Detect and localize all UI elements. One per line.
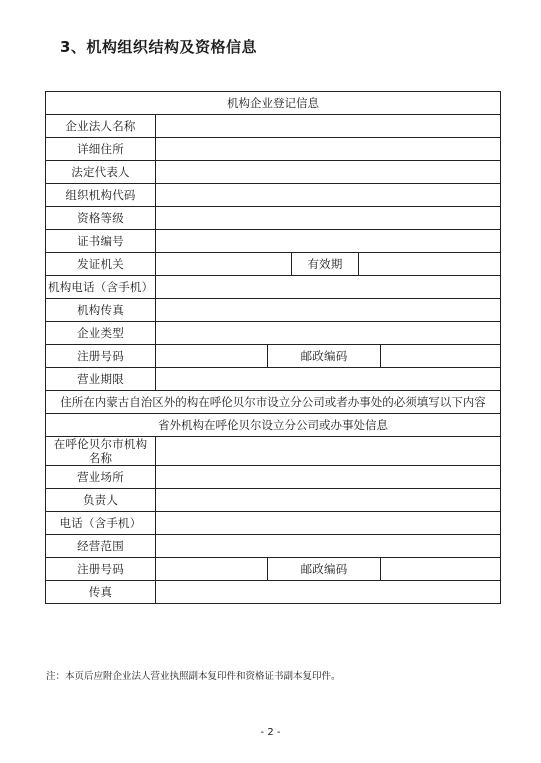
table-row (46, 345, 501, 368)
person-in-charge-label: 负责人 (46, 489, 156, 512)
business-scope-label: 经营范围 (46, 535, 156, 558)
branch-reg-number-field[interactable] (156, 558, 268, 581)
table-row (46, 253, 501, 276)
table-row (46, 414, 501, 437)
branch-postal-code-field[interactable] (381, 558, 501, 581)
qualification-level-field[interactable] (156, 207, 501, 230)
table-row (46, 581, 501, 604)
org-code-label: 组织机构代码 (46, 184, 156, 207)
table-row (46, 466, 501, 489)
branch-fax-label: 传真 (46, 581, 156, 604)
company-name-label: 企业法人名称 (46, 115, 156, 138)
table-row (46, 115, 501, 138)
company-type-label: 企业类型 (46, 322, 156, 345)
table-row (46, 558, 501, 581)
branch-reg-number-label: 注册号码 (46, 558, 156, 581)
org-phone-label: 机构电话（含手机） (46, 276, 156, 299)
org-fax-field[interactable] (156, 299, 501, 322)
branch-section-title: 省外机构在呼伦贝尔设立分公司或办事处信息 (46, 414, 501, 437)
table-row (46, 391, 501, 414)
branch-name-label (46, 437, 156, 466)
page-number: - 2 - (260, 727, 281, 738)
registration-form-table (45, 91, 501, 604)
section-heading: 3、机构组织结构及资格信息 (60, 38, 257, 56)
business-term-field[interactable] (156, 368, 501, 391)
company-name-field[interactable] (156, 115, 501, 138)
branch-name-label-line1: 在呼伦贝尔市机构 (53, 437, 148, 451)
cert-number-field[interactable] (156, 230, 501, 253)
branch-postal-code-label: 邮政编码 (268, 558, 381, 581)
legal-rep-field[interactable] (156, 161, 501, 184)
table-row (46, 437, 501, 466)
business-place-label: 营业场所 (46, 466, 156, 489)
branch-fax-field[interactable] (156, 581, 501, 604)
table-row (46, 299, 501, 322)
table-row (46, 368, 501, 391)
company-type-field[interactable] (156, 322, 501, 345)
table-row (46, 92, 501, 115)
postal-code-field[interactable] (381, 345, 501, 368)
registration-section-title: 机构企业登记信息 (46, 92, 501, 115)
org-phone-field[interactable] (156, 276, 501, 299)
person-in-charge-field[interactable] (156, 489, 501, 512)
validity-field[interactable] (359, 253, 501, 276)
reg-number-field[interactable] (156, 345, 268, 368)
business-term-label: 营业期限 (46, 368, 156, 391)
address-label: 详细住所 (46, 138, 156, 161)
branch-name-label-line2: 名称 (88, 451, 113, 465)
issuing-authority-field[interactable] (156, 253, 292, 276)
postal-code-label: 邮政编码 (268, 345, 381, 368)
table-row (46, 161, 501, 184)
attachment-note: 注：本页后应附企业法人营业执照副本复印件和资格证书副本复印件。 (46, 671, 341, 682)
cert-number-label: 证书编号 (46, 230, 156, 253)
table-row (46, 322, 501, 345)
business-scope-field[interactable] (156, 535, 501, 558)
table-row (46, 276, 501, 299)
qualification-level-label: 资格等级 (46, 207, 156, 230)
table-row (46, 184, 501, 207)
branch-phone-label: 电话（含手机） (46, 512, 156, 535)
branch-phone-field[interactable] (156, 512, 501, 535)
address-field[interactable] (156, 138, 501, 161)
branch-notice: 住所在内蒙古自治区外的构在呼伦贝尔市设立分公司或者办事处的必须填写以下内容 (46, 391, 501, 414)
org-fax-label: 机构传真 (46, 299, 156, 322)
business-place-field[interactable] (156, 466, 501, 489)
legal-rep-label: 法定代表人 (46, 161, 156, 184)
table-row (46, 230, 501, 253)
validity-label: 有效期 (292, 253, 359, 276)
org-code-field[interactable] (156, 184, 501, 207)
table-row (46, 138, 501, 161)
issuing-authority-label: 发证机关 (46, 253, 156, 276)
branch-name-field[interactable] (156, 437, 501, 466)
table-row (46, 489, 501, 512)
table-row (46, 512, 501, 535)
reg-number-label: 注册号码 (46, 345, 156, 368)
table-row (46, 535, 501, 558)
table-row (46, 207, 501, 230)
